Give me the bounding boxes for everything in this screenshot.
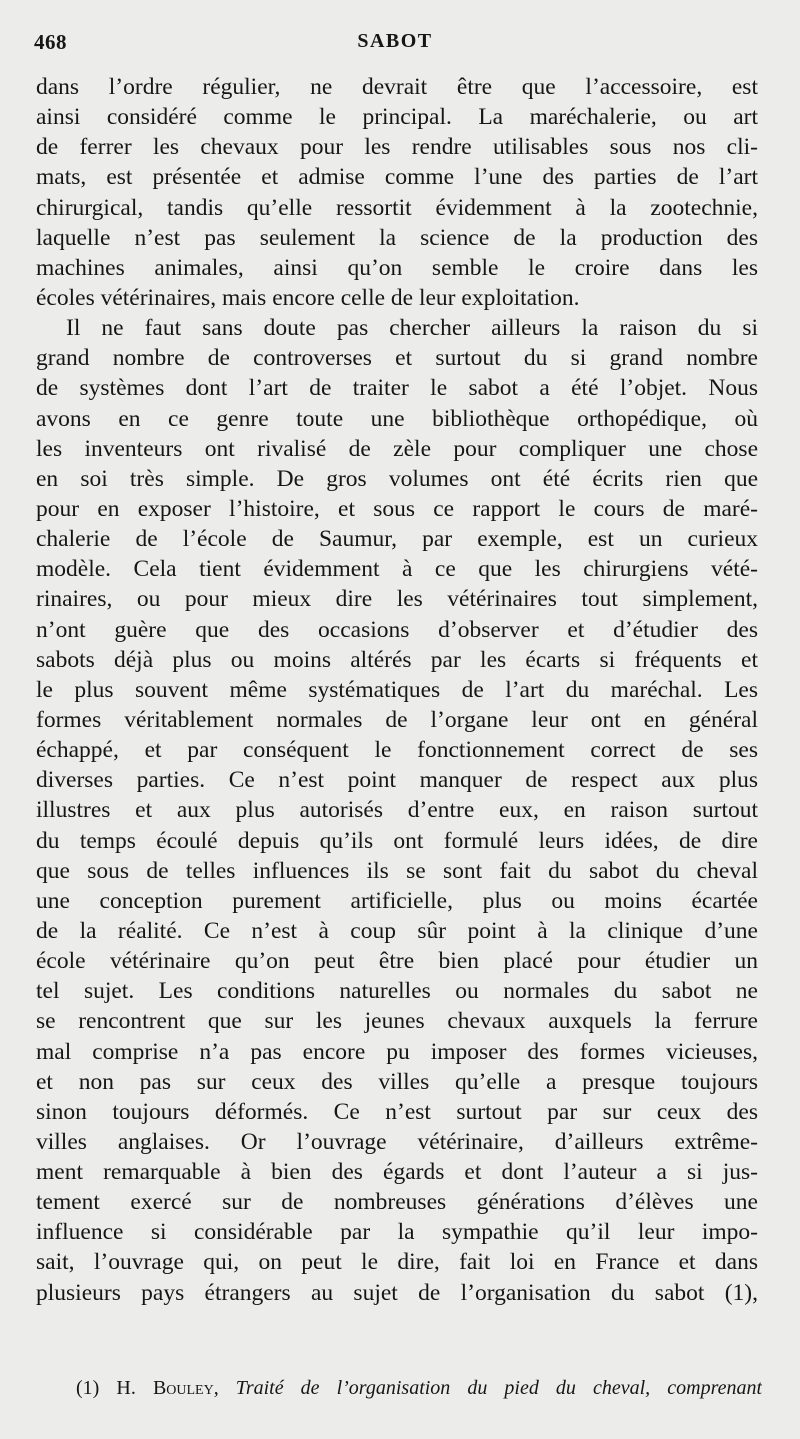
- text-line: machines animales, ainsi qu’on semble le croire dans les: [36, 254, 758, 281]
- text-line: le plus souvent même systématiques de l’art du maréchal. Les: [36, 676, 758, 703]
- text-line: tement exercé sur de nombreuses générations d’élèves une: [36, 1189, 758, 1216]
- text-line: de ferrer les chevaux pour les rendre utilisables sous nos cli-: [36, 134, 758, 161]
- text-line: école vétérinaire qu’on peut être bien placé pour étudier un: [36, 948, 758, 975]
- page-header: [34, 30, 756, 60]
- text-line: sinon toujours déformés. Ce n’est surtout par sur ceux des: [36, 1098, 758, 1125]
- text-line: illustres et aux plus autorisés d’entre eux, en raison surtout: [36, 797, 758, 824]
- text-line: grand nombre de controverses et surtout du si grand nombre: [36, 345, 758, 372]
- text-line: en soi très simple. De gros volumes ont été écrits rien que: [36, 465, 758, 492]
- text-line: chirurgical, tandis qu’elle ressortit évidemment à la zootechnie,: [36, 194, 758, 221]
- text-line: ainsi considéré comme le principal. La maréchalerie, ou art: [36, 104, 758, 131]
- page-number: 468: [34, 30, 67, 54]
- text-line: rinaires, ou pour mieux dire les vétérinaires tout simplement,: [36, 586, 758, 613]
- text-line: pour en exposer l’histoire, et sous ce rapport le cours de maré-: [36, 495, 758, 522]
- text-line: échappé, et par conséquent le fonctionnement correct de ses: [36, 737, 758, 764]
- footnote-initial: H.: [116, 1377, 136, 1399]
- text-line: diverses parties. Ce n’est point manquer de respect aux plus: [36, 767, 758, 794]
- footnote-marker: (1): [76, 1377, 100, 1399]
- footnote-title: Traité de l’organisation du pied du cheval, comprenant: [235, 1377, 762, 1399]
- text-line: villes anglaises. Or l’ouvrage vétérinaire, d’ailleurs extrême-: [36, 1128, 758, 1155]
- text-line: formes véritablement normales de l’organe leur ont en général: [36, 706, 758, 733]
- text-line: tel sujet. Les conditions naturelles ou normales du sabot ne: [36, 978, 758, 1005]
- text-line: modèle. Cela tient évidemment à ce que les chirurgiens vété-: [36, 556, 758, 583]
- text-line: que sous de telles influences ils se sont fait du sabot du cheval: [36, 857, 758, 884]
- text-line: une conception purement artificielle, plus ou moins écartée: [36, 887, 758, 914]
- text-line: mats, est présentée et admise comme l’une des parties de l’art: [36, 164, 758, 191]
- text-line: plusieurs pays étrangers au sujet de l’organisation du sabot (1),: [36, 1279, 758, 1306]
- body-text: [36, 72, 758, 1308]
- text-line: n’ont guère que des occasions d’observer et d’étudier des: [36, 616, 758, 643]
- footnote-author: Bouley,: [152, 1377, 219, 1399]
- text-line: ment remarquable à bien des égards et dont l’auteur a si jus-: [36, 1159, 758, 1186]
- text-line: de systèmes dont l’art de traiter le sabot a été l’objet. Nous: [36, 375, 758, 402]
- text-line: avons en ce genre toute une bibliothèque orthopédique, où: [36, 405, 758, 432]
- text-line: se rencontrent que sur les jeunes chevaux auxquels la ferrure: [36, 1008, 758, 1035]
- text-line: du temps écoulé depuis qu’ils ont formulé leurs idées, de dire: [36, 827, 758, 854]
- text-line-paragraph-start: Il ne faut sans doute pas chercher ailleurs la raison du si: [66, 315, 758, 342]
- text-line: sait, l’ouvrage qui, on peut le dire, fait loi en France et dans: [36, 1249, 758, 1276]
- text-line: dans l’ordre régulier, ne devrait être que l’accessoire, est: [36, 74, 758, 100]
- text-line: sabots déjà plus ou moins altérés par les écarts si fréquents et: [36, 646, 758, 673]
- running-head: SABOT: [357, 30, 433, 52]
- text-line: influence si considérable par la sympathie qu’il leur impo-: [36, 1219, 758, 1246]
- text-line: les inventeurs ont rivalisé de zèle pour compliquer une chose: [36, 435, 758, 462]
- text-line: et non pas sur ceux des villes qu’elle a presque toujours: [36, 1068, 758, 1095]
- text-line: de la réalité. Ce n’est à coup sûr point à la clinique d’une: [36, 917, 758, 944]
- text-line: écoles vétérinaires, mais encore celle de leur exploitation.: [36, 284, 580, 311]
- text-line: laquelle n’est pas seulement la science de la production des: [36, 224, 758, 251]
- text-line: chalerie de l’école de Saumur, par exemple, est un curieux: [36, 526, 758, 553]
- text-line: mal comprise n’a pas encore pu imposer des formes vicieuses,: [36, 1038, 758, 1065]
- footnote: [76, 1373, 762, 1403]
